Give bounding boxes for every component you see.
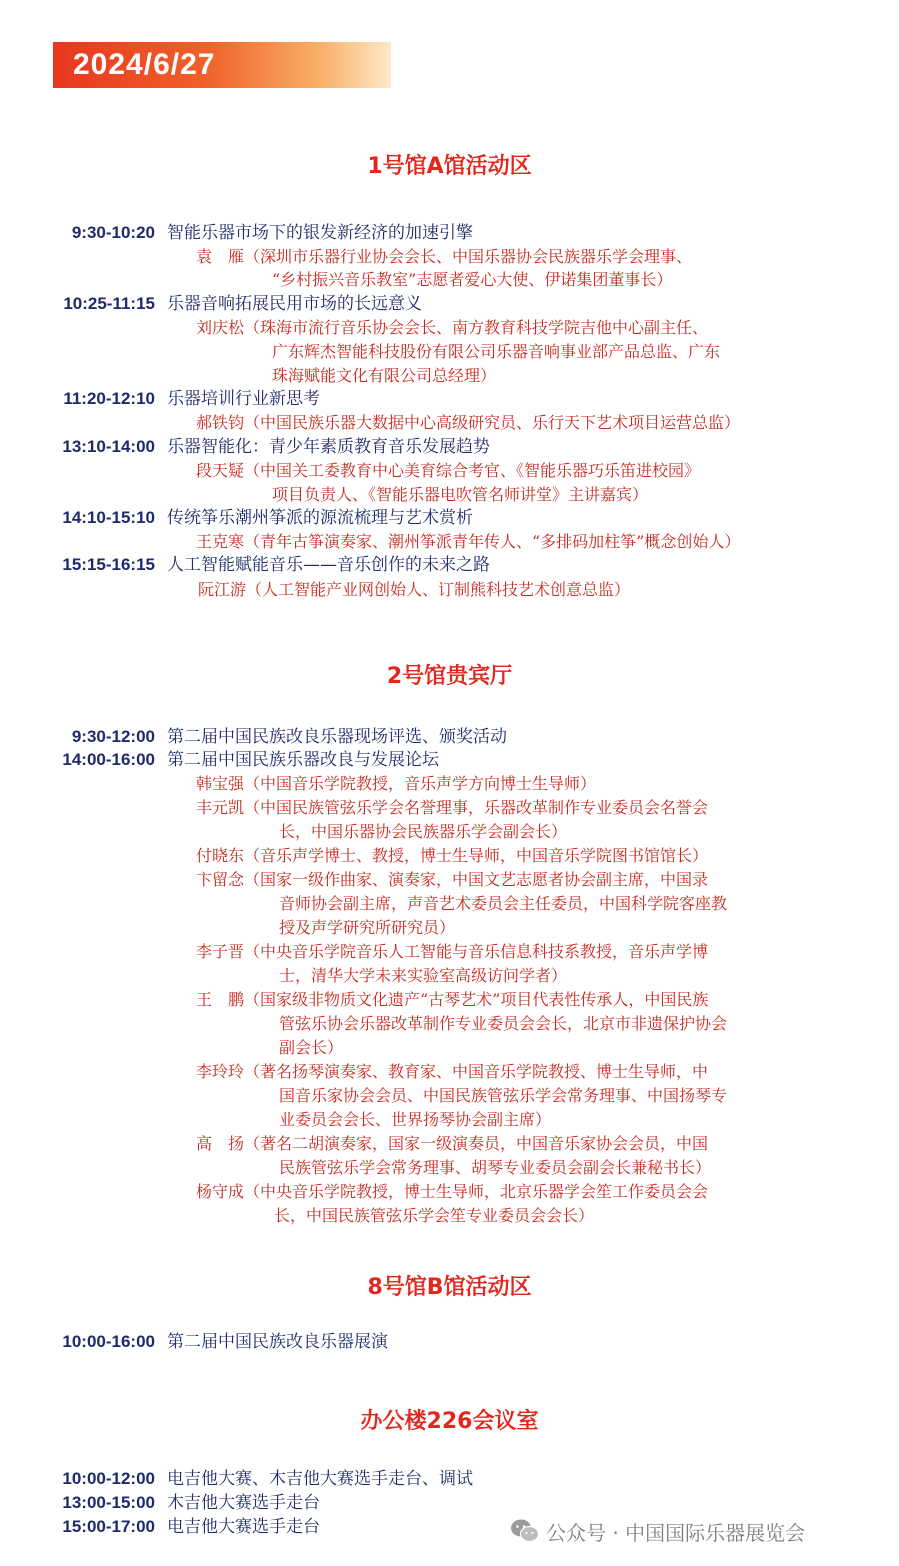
session-time: 9:30-10:20 [71, 223, 155, 242]
speaker-line: 付晓东（音乐声学博士、教授，博士生导师，中国音乐学院图书馆馆长） [196, 846, 709, 865]
session-time: 14:10-15:10 [62, 508, 155, 527]
date-text: 2024/6/27 [73, 48, 216, 81]
speaker-line: “乡村振兴音乐教室”志愿者爱心大使、伊诺集团董事长） [272, 270, 673, 289]
speaker-line: 项目负责人、《智能乐器电吹管名师讲堂》主讲嘉宾） [272, 485, 649, 504]
session-topic: 电吉他大赛选手走台 [167, 1517, 320, 1537]
speaker-line: 李玲玲（著名扬琴演奏家、教育家、中国音乐学院教授、博士生导师，中 [196, 1062, 709, 1081]
session-topic: 第二届中国民族乐器改良与发展论坛 [167, 750, 439, 770]
speaker-line: 刘庆松（珠海市流行音乐协会会长、南方教育科技学院吉他中心副主任、 [196, 318, 709, 337]
session-time: 11:20-12:10 [63, 389, 155, 408]
session-topic: 智能乐器市场下的银发新经济的加速引擎 [167, 223, 473, 243]
session-topic: 乐器音响拓展民用市场的长远意义 [167, 294, 422, 314]
speaker-line: 士，清华大学未来实验室高级访问学者） [279, 966, 568, 985]
speaker-line: 高 扬（著名二胡演奏家，国家一级演奏员，中国音乐家协会会员，中国 [196, 1134, 709, 1153]
speaker-line: 王克寒（青年古筝演奏家、潮州筝派青年传人、“多排码加柱筝”概念创始人） [196, 532, 741, 551]
speaker-line: 副会长） [279, 1038, 344, 1057]
session-time: 10:25-11:15 [63, 294, 155, 313]
section-title-office-226: 办公楼226会议室 [360, 1409, 539, 1434]
date-banner [53, 42, 391, 88]
section-title-hall-1a: 1号馆A馆活动区 [367, 154, 532, 179]
session-topic: 传统筝乐潮州筝派的源流梳理与艺术赏析 [167, 508, 473, 528]
speaker-line: 阮江游（人工智能产业网创始人、订制熊科技艺术创意总监） [198, 580, 631, 599]
speaker-line: 音师协会副主席，声音艺术委员会主任委员，中国科学院客座教 [279, 894, 728, 913]
speaker-line: 卞留念（国家一级作曲家、演奏家，中国文艺志愿者协会副主席，中国录 [196, 870, 709, 889]
speaker-line: 李子晋（中央音乐学院音乐人工智能与音乐信息科技系教授，音乐声学博 [196, 942, 709, 961]
session-topic: 人工智能赋能音乐——音乐创作的未来之路 [167, 555, 490, 575]
session-time: 14:00-16:00 [62, 750, 155, 769]
speaker-line: 民族管弦乐学会常务理事、胡琴专业委员会副会长兼秘书长） [279, 1158, 712, 1177]
session-topic: 乐器培训行业新思考 [167, 389, 320, 409]
session-time: 15:15-16:15 [62, 555, 155, 574]
session-topic: 第二届中国民族改良乐器展演 [167, 1332, 388, 1352]
speaker-line: 段天疑（中国关工委教育中心美育综合考官、《智能乐器巧乐笛进校园》 [196, 461, 701, 480]
session-time: 13:10-14:00 [62, 437, 155, 456]
session-topic: 第二届中国民族改良乐器现场评选、颁奖活动 [167, 727, 507, 747]
speaker-line: 业委员会会长、世界扬琴协会副主席） [279, 1110, 552, 1129]
session-time: 15:00-17:00 [62, 1517, 155, 1536]
speaker-line: 郝铁钧（中国民族乐器大数据中心高级研究员、乐行天下艺术项目运营总监） [196, 413, 741, 432]
speaker-line: 杨守成（中央音乐学院教授，博士生导师，北京乐器学会笙工作委员会会 [196, 1182, 709, 1201]
wechat-icon [510, 1518, 540, 1544]
speaker-line: 丰元凯（中国民族管弦乐学会名誉理事，乐器改革制作专业委员会名誉会 [196, 798, 709, 817]
speaker-line: 国音乐家协会会员、中国民族管弦乐学会常务理事、中国扬琴专 [279, 1086, 728, 1105]
speaker-line: 韩宝强（中国音乐学院教授，音乐声学方向博士生导师） [196, 774, 597, 793]
speaker-line: 长，中国乐器协会民族器乐学会副会长） [279, 822, 568, 841]
speaker-line: 广东辉杰智能科技股份有限公司乐器音响事业部产品总监、广东 [272, 342, 721, 361]
session-time: 13:00-15:00 [62, 1493, 155, 1512]
session-topic: 电吉他大赛、木吉他大赛选手走台、调试 [167, 1469, 473, 1489]
session-topic: 木吉他大赛选手走台 [167, 1493, 320, 1513]
speaker-line: 授及声学研究所研究员） [279, 918, 456, 937]
speaker-line: 珠海赋能文化有限公司总经理） [272, 366, 497, 385]
section-title-hall-8b: 8号馆B馆活动区 [367, 1275, 532, 1300]
session-time: 9:30-12:00 [71, 727, 155, 746]
session-time: 10:00-16:00 [62, 1332, 155, 1351]
session-topic: 乐器智能化：青少年素质教育音乐发展趋势 [167, 437, 490, 457]
section-title-hall-2: 2号馆贵宾厅 [386, 664, 513, 689]
watermark [510, 1516, 805, 1546]
speaker-line: 袁 雁（深圳市乐器行业协会会长、中国乐器协会民族器乐学会理事、 [196, 247, 693, 266]
session-time: 10:00-12:00 [62, 1469, 155, 1488]
speaker-line: 长，中国民族管弦乐学会笙专业委员会会长） [274, 1206, 595, 1225]
watermark-text: 公众号 · 中国国际乐器展览会 [546, 1520, 806, 1545]
speaker-line: 管弦乐协会乐器改革制作专业委员会会长，北京市非遗保护协会 [279, 1014, 728, 1033]
speaker-line: 王 鹏（国家级非物质文化遗产“古琴艺术”项目代表性传承人，中国民族 [196, 990, 709, 1009]
